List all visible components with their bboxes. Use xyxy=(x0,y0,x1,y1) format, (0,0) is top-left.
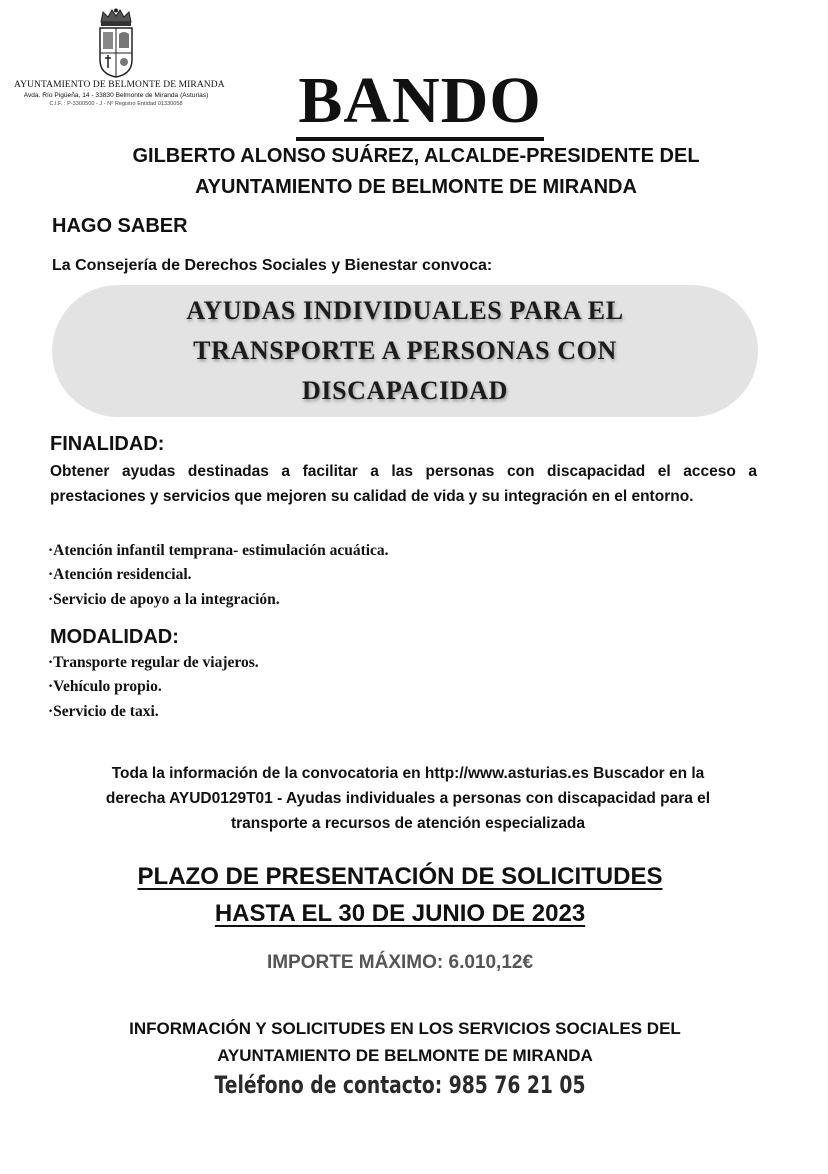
logo-municipality-name: AYUNTAMIENTO DE BELMONTE DE MIRANDA xyxy=(14,80,225,90)
finalidad-heading: FINALIDAD: xyxy=(50,433,165,455)
list-item: ·Vehículo propio. xyxy=(48,678,162,696)
max-amount: IMPORTE MÁXIMO: 6.010,12€ xyxy=(266,952,534,973)
finalidad-text: Obtener ayudas destinadas a facilitar a las personas con discapacidad el acceso a prestaciones y servicios que mejoren su calidad de vida y su integración en el entorno. xyxy=(50,463,757,505)
list-item: ·Atención residencial. xyxy=(48,566,192,584)
mayor-heading xyxy=(40,141,792,203)
convocatoria-info xyxy=(40,761,776,836)
aid-banner-line-1: AYUDAS INDIVIDUALES PARA EL xyxy=(186,296,624,325)
list-item: ·Atención infantil temprana- estimulación acuática. xyxy=(48,542,389,559)
document-title xyxy=(0,66,828,136)
list-item: ·Servicio de apoyo a la integración. xyxy=(48,590,280,608)
deadline xyxy=(0,858,800,932)
logo-cif: C.I.F. : P-3300500 - J - Nº Registro Entidad 01330058 xyxy=(49,101,183,107)
convocatoria-info-line-1: Toda la información de la convocatoria en http://www.asturias.es Buscador en la xyxy=(111,765,705,782)
contact-phone: Teléfono de contacto: 985 76 21 05 xyxy=(214,1071,586,1099)
social-services-line-2: AYUNTAMIENTO DE BELMONTE DE MIRANDA xyxy=(217,1046,593,1065)
deadline-line-2: HASTA EL 30 DE JUNIO DE 2023 xyxy=(214,900,586,927)
mayor-heading-line-2: AYUNTAMIENTO DE BELMONTE DE MIRANDA xyxy=(195,176,637,198)
modalidad-heading: MODALIDAD: xyxy=(50,626,179,648)
social-services-info xyxy=(40,1015,770,1069)
list-item: ·Transporte regular de viajeros. xyxy=(48,654,259,671)
social-services-line-1: INFORMACIÓN Y SOLICITUDES EN LOS SERVICIOS SOCIALES DEL xyxy=(129,1019,681,1038)
convocatoria-info-line-2: derecha AYUD0129T01 - Ayudas individuales a personas con discapacidad para el xyxy=(105,790,711,807)
aid-banner xyxy=(52,285,758,417)
convoca-text: La Consejería de Derechos Sociales y Bienestar convoca: xyxy=(52,257,493,274)
document-title-text: BANDO xyxy=(296,64,543,141)
aid-banner-text xyxy=(125,291,685,411)
aid-banner-line-2: TRANSPORTE A PERSONAS CON xyxy=(193,336,617,365)
mayor-heading-line-1: GILBERTO ALONSO SUÁREZ, ALCALDE-PRESIDENTE DEL xyxy=(132,145,700,167)
finalidad-list xyxy=(48,539,389,612)
modalidad-list xyxy=(48,651,259,724)
logo-address: Avda. Río Pigüeña, 14 - 33830 Belmonte de Miranda (Asturias) xyxy=(23,92,209,99)
list-item: ·Servicio de taxi. xyxy=(48,702,159,720)
deadline-line-1: PLAZO DE PRESENTACIÓN DE SOLICITUDES xyxy=(137,863,663,890)
hago-saber: HAGO SABER xyxy=(52,215,188,237)
convocatoria-info-line-3: transporte a recursos de atención especializada xyxy=(230,815,586,832)
aid-banner-line-3: DISCAPACIDAD xyxy=(301,376,509,405)
